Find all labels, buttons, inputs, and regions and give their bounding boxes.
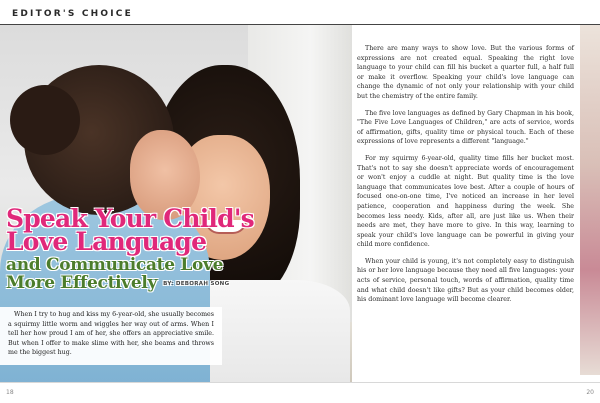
article-subtitle bbox=[6, 256, 268, 293]
body-paragraph-1: There are many ways to show love. But the various forms of expressions are not created equal. Speaking the right love language to your child can fill his bucket a quarter full, a half full or make it overflow. Speaking your child's love language can change the dynamic of not only your relationship with your child but the chemistry of the entire family. bbox=[357, 45, 574, 100]
footer-divider bbox=[0, 382, 600, 383]
title-line-1: Speak Your Child's bbox=[6, 204, 254, 233]
article-title bbox=[6, 204, 268, 256]
subtitle-line-2-text: More Effectively bbox=[6, 273, 158, 293]
intro-paragraph: When I try to hug and kiss my 6-year-old, she usually becomes a squirmy little worm and wiggles her way out of arms. When I tell her how proud I am of her, she offers an appreciative smile. But when I offer to make slime with her, she beams and throws me the biggest hug. bbox=[8, 311, 214, 356]
body-paragraph-2: The five love languages as defined by Gary Chapman in his book, "The Five Love Languages of Children," are acts of service, words of affirmation, gifts, quality time or physical touch. Each of these expressions of love represents a different "language." bbox=[357, 109, 574, 146]
body-paragraph-3: For my squirmy 6-year-old, quality time fills her bucket most. That's not to say she doesn't appreciate words of encouragement or won't enjoy a cuddle at night. But quality time is the love language that communicates love best. After a couple of hours of focused one-on-one time, I've noticed an increase in her level patience, cooperation and happiness during the week. She becomes less needy. Kids, after all, are just like us. When their needs are met, they have more to give. In this way, learning to speak your child's love language can be powerful in giving your child more confidence. bbox=[357, 154, 574, 249]
magazine-header bbox=[0, 0, 600, 24]
page-number-left: 18 bbox=[6, 389, 14, 396]
author-byline: BY: DEBORAH SONG bbox=[163, 280, 230, 287]
article-body-column bbox=[357, 44, 574, 312]
child-hair-bun bbox=[10, 85, 80, 155]
body-paragraph-4: When your child is young, it's not completely easy to distinguish his or her love language because they need all five languages: your acts of service, personal touch, words of affirmation, quality time and what child doesn't like gifts? But as your child becomes older, his dominant love language will become clearer. bbox=[357, 257, 574, 304]
article-title-block bbox=[6, 204, 268, 293]
subtitle-line-2 bbox=[6, 274, 268, 293]
next-page-edge-photo bbox=[580, 25, 600, 375]
title-line-2: Love Language bbox=[6, 227, 207, 256]
page-number-right: 20 bbox=[586, 389, 594, 396]
subtitle-line-1: and Communicate Love bbox=[6, 255, 224, 275]
intro-text-box bbox=[0, 307, 222, 365]
section-label: EDITOR'S CHOICE bbox=[12, 9, 133, 19]
